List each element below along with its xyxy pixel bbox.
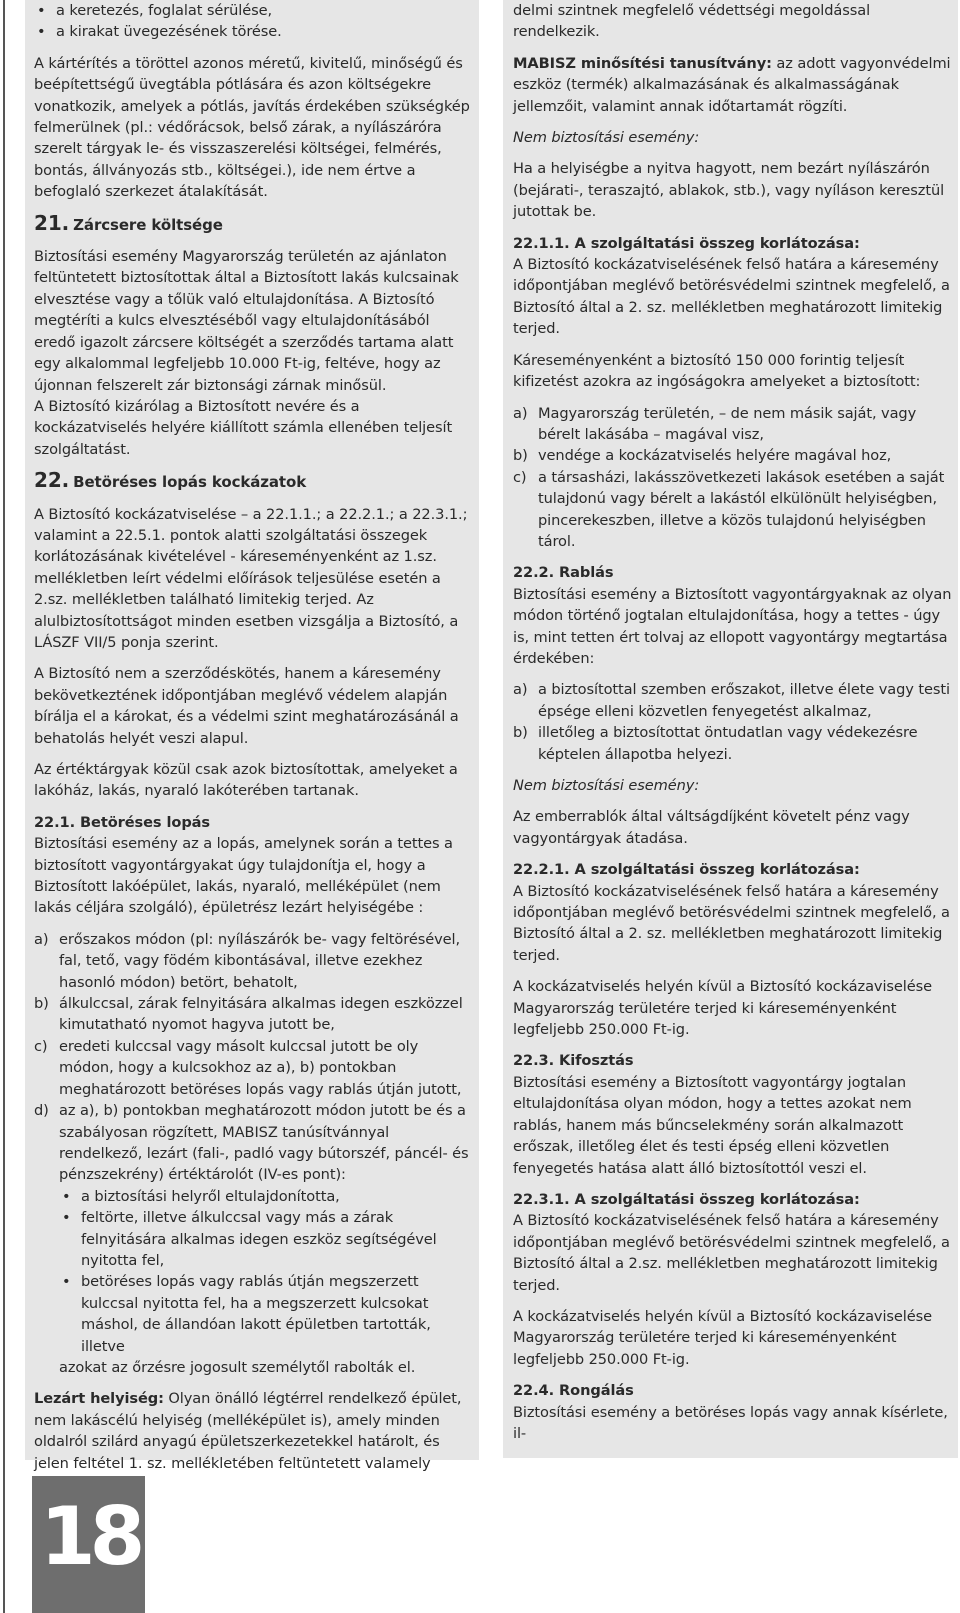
- section-heading-22: [34, 470, 473, 493]
- subsection-heading-22-2-1: 22.2.1. A szolgáltatási összeg korlátozása:: [513, 861, 860, 879]
- paragraph: A Biztosító kockázatviselése – a 22.1.1.; a 22.2.1.; a 22.3.1.; valamint a 22.5.1. pontok alatti szolgáltatási összegek korlátozásának kivételével - káreseményenként az 1.sz. mellékletben leírt védelmi előírások teljesülése esetén a 2.sz. mellékletben található limitekig terjed. Az alulbiztosítottságot minden esetben vizsgálja a Biztosító, a LÁSZF VII/5 ponja szerint.: [34, 505, 468, 651]
- list-item: [513, 679, 952, 722]
- list-text: álkulccsal, zárak felnyitására alkalmas idegen eszközzel kimutatható nyomot hagyva jutott be,: [59, 995, 463, 1034]
- paragraph: A Biztosító kockázatviselésének felső határa a káresemény időpontjában meglévő betörésvédelmi szintnek megfelelő, a Biztosító által a 2.sz. mellékletben meghatározott limitekig terjed.: [513, 1212, 950, 1294]
- section-title: Zárcsere költsége: [73, 215, 223, 234]
- lettered-list: [513, 679, 952, 765]
- definition-text: Olyan önálló légtérrel rendelkező épület, nem lakáscélú helyiség (melléképület is), amely minden oldalról szilárd anyagú épületszerkezetekkel határolt, és jelen feltétel 1. sz. mellékletében feltüntetett valamely: [34, 1390, 462, 1472]
- subsection-heading-22-3-1: 22.3.1. A szolgáltatási összeg korlátozása:: [513, 1190, 860, 1208]
- list-label: a): [34, 930, 49, 948]
- paragraph: A Biztosító kockázatviselésének felső határa a káresemény időpontjában meglévő betörésvédelmi szintnek megfelelő, a Biztosító által a 2. sz. mellékletben meghatározott limitekig terjed.: [513, 256, 950, 338]
- paragraph: A kockázatviselés helyén kívül a Biztosító kockázaviselése Magyarország területére terjed ki káreseményenként legfeljebb 250.000 Ft-ig.: [513, 1307, 933, 1368]
- list-item: • betöréses lopás vagy rablás útján megszerzett kulccsal nyitotta fel, ha a megszerzett kulcsokat máshol, de állandóan lakott épületben tartották, illetve: [59, 1271, 473, 1357]
- list-item: [34, 993, 473, 1036]
- lettered-list: [513, 403, 952, 553]
- paragraph: Káreseményenként a biztosító 150 000 forintig teljesít kifizetést azokra az ingóságokra amelyeket a biztosított:: [513, 351, 921, 391]
- definition-term: Lezárt helyiség:: [34, 1390, 164, 1408]
- list-item: • a biztosítási helyről eltulajdonította,: [59, 1186, 473, 1207]
- list-text: a biztosítottal szemben erőszakot, illetve élete vagy testi épsége elleni közvetlen fenyegetést alkalmaz,: [538, 681, 950, 720]
- italic-label: Nem biztosítási esemény:: [513, 129, 700, 147]
- list-text: erőszakos módon (pl: nyílászárók be- vagy feltörésével, fal, tető, vagy födém kibontásával, illetve ezekhez hasonló módon) betört, behatolt,: [59, 930, 460, 991]
- list-text: eredeti kulccsal vagy másolt kulccsal jutott be oly módon, hogy a kulcsokhoz az a), b) pontokban meghatározott betöréses lopás vagy rablás útján jutott,: [59, 1037, 462, 1098]
- list-tail-text: azokat az őrzésre jogosult személytől rabolták el.: [59, 1358, 416, 1376]
- paragraph: Biztosítási esemény a Biztosított vagyontárgy jogtalan eltulajdonítása olyan módon, hogy a tettes azokat nem rablás, hanem más bűncselekmény során alkalmazott erőszak, illetőleg élet és testi épség elleni közvetlen fenyegetés hatása alatt álló biztosítottól veszi el.: [513, 1073, 912, 1177]
- list-label: a): [513, 681, 528, 699]
- list-item: [34, 929, 473, 993]
- list-label: b): [513, 724, 528, 742]
- paragraph: Az értéktárgyak közül csak azok biztosítottak, amelyeket a lakóház, lakás, nyaraló lakóterében tartanak.: [34, 761, 458, 800]
- paragraph: Ha a helyiségbe a nyitva hagyott, nem bezárt nyílászárón (bejárati-, teraszajtó, ablakok, stb.), vagy nyíláson keresztül jutottak be.: [513, 160, 945, 221]
- list-item: [34, 1036, 473, 1100]
- paragraph: Az emberrablók által váltságdíjként követelt pénz vagy vagyontárgyak átadása.: [513, 808, 910, 847]
- paragraph: A kártérítés a töröttel azonos méretű, kivitelű, minőségű és beépítettségű üvegtábla pótlására és azon költségekre vonatkozik, amelyek a pótlás, javítás érdekében szükségkép felmerülnek (pl.: védőrácsok, belső zárak, a nyílászáróra szerelt tárgyak le- és visszaszerelési költségei, felmérés, bontás, állványozás stb., költségei.), ide nem értve a befoglaló szerkezet átalakítását.: [34, 54, 470, 201]
- list-item: [513, 722, 952, 765]
- list-item: [34, 1100, 473, 1378]
- list-item: • a kirakat üvegezésének törése.: [34, 21, 473, 42]
- paragraph: delmi szintnek megfelelő védettségi megoldással rendelkezik.: [513, 2, 871, 41]
- list-label: c): [34, 1037, 48, 1055]
- subsection-heading-22-3: 22.3. Kifosztás: [513, 1052, 634, 1070]
- subsection-heading-22-4: 22.4. Rongálás: [513, 1382, 634, 1400]
- paragraph: A Biztosító nem a szerződéskötés, hanem a káresemény bekövetkeztének időpontjában meglévő védelem alapján bírálja el a károkat, és a védelmi szint meghatározásánál a behatolás helyét veszi alapul.: [34, 665, 459, 747]
- definition-text: az adott vagyonvédelmi eszköz (termék) alkalmazásának és alkalmasságának jellemzőit, valamint annak időtartamát rögzíti.: [513, 54, 951, 115]
- list-label: a): [513, 404, 528, 422]
- paragraph: A Biztosító kizárólag a Biztosított nevére és a kockázatviselés helyére kiállított számla ellenében teljesít szolgáltatást.: [34, 397, 453, 458]
- margin-rule: [3, 0, 5, 1613]
- paragraph: A Biztosító kockázatviselésének felső határa a káresemény időpontjában meglévő betörésvédelmi szintnek megfelelő, a Biztosító által a 2. sz. mellékletben meghatározott limitekig terjed.: [513, 882, 950, 964]
- subsection-heading-22-1: 22.1. Betöréses lopás: [34, 813, 211, 831]
- list-text: a társasházi, lakásszövetkezeti lakások esetében a saját tulajdonú vagy bérelt a lakástól elkülönült helyiségben, pincerekeszben, illetve a közös tulajdonú helyiségben tárol.: [538, 468, 945, 550]
- list-label: b): [513, 447, 528, 465]
- page-number: 18: [40, 1490, 140, 1583]
- list-text: az a), b) pontokban meghatározott módon jutott be és a szabályosan rögzített, MABISZ tanúsítvánnyal rendelkező, lezárt (fali-, padló vagy bútorszéf, páncél- és pénzszekrény) értéktárolót (IV-es pont):: [59, 1102, 469, 1184]
- paragraph: Biztosítási esemény az a lopás, amelynek során a tettes a biztosított vagyontárgyakat úgy tulajdonítja el, hogy a Biztosított lakóépület, lakás, nyaraló, melléképület (nem lakás céljára szolgáló), épületrész lezárt helyiségébe :: [34, 835, 453, 917]
- list-label: d): [34, 1102, 49, 1120]
- list-item: [513, 467, 952, 553]
- list-text: vendége a kockázatviselés helyére magával hoz,: [538, 447, 892, 465]
- list-item: [513, 445, 952, 466]
- page-number-box: [32, 1476, 145, 1613]
- bullet-list-top: [34, 0, 473, 43]
- definition-term: MABISZ minősítési tanusítvány:: [513, 54, 772, 72]
- paragraph: Biztosítási esemény a Biztosított vagyontárgyaknak az olyan módon történő jogtalan eltulajdonítása, hogy a tettes - úgy is, mint tetten ért tolvaj az ellopott vagyontárgy megtartása érdekében:: [513, 585, 952, 667]
- paragraph: Biztosítási esemény Magyarország területén az ajánlaton feltüntetett biztosítottak által a Biztosított lakás kulcsainak elvesztése vagy a tőlük való eltulajdonítása. A Biztosító megtéríti a kulcs elvesztéséből vagy eltulajdonításából eredő igazolt zárcsere költségét a szerződés tartama alatt egy alkalommal legfeljebb 10.000 Ft-ig, feltéve, hogy az újonnan felszerelt zár biztonsági zárnak minősül.: [34, 248, 459, 394]
- section-number: 21.: [34, 210, 70, 235]
- definition-paragraph: [513, 53, 952, 117]
- sub-bullet-list: [59, 1186, 473, 1357]
- section-title: Betöréses lopás kockázatok: [73, 473, 307, 492]
- left-column: [25, 0, 479, 1472]
- section-heading-21: [34, 210, 473, 236]
- list-label: c): [513, 468, 527, 486]
- right-column: [503, 0, 958, 1458]
- list-label: b): [34, 995, 49, 1013]
- list-item: • feltörte, illetve álkulccsal vagy más a zárak felnyitására alkalmas idegen eszköz segítségével nyitotta fel,: [59, 1207, 473, 1271]
- list-item: • a keretezés, foglalat sérülése,: [34, 0, 473, 21]
- section-number: 22.: [34, 468, 70, 493]
- list-item: [513, 403, 952, 446]
- subsection-heading-22-1-1: 22.1.1. A szolgáltatási összeg korlátozása:: [513, 234, 860, 252]
- lettered-list: [34, 929, 473, 1379]
- italic-label: Nem biztosítási esemény:: [513, 777, 700, 794]
- paragraph: A kockázatviselés helyén kívül a Biztosító kockázaviselése Magyarország területére terjed ki káreseményenként legfeljebb 250.000 Ft-ig.: [513, 978, 933, 1039]
- paragraph: Biztosítási esemény a betöréses lopás vagy annak kísérlete, il-: [513, 1403, 948, 1442]
- list-text: illetőleg a biztosítottat öntudatlan vagy védekezésre képtelen állapotba helyezi.: [538, 724, 918, 763]
- subsection-heading-22-2: 22.2. Rablás: [513, 564, 614, 582]
- list-text: Magyarország területén, – de nem másik saját, vagy bérelt lakásába – magával visz,: [538, 404, 917, 443]
